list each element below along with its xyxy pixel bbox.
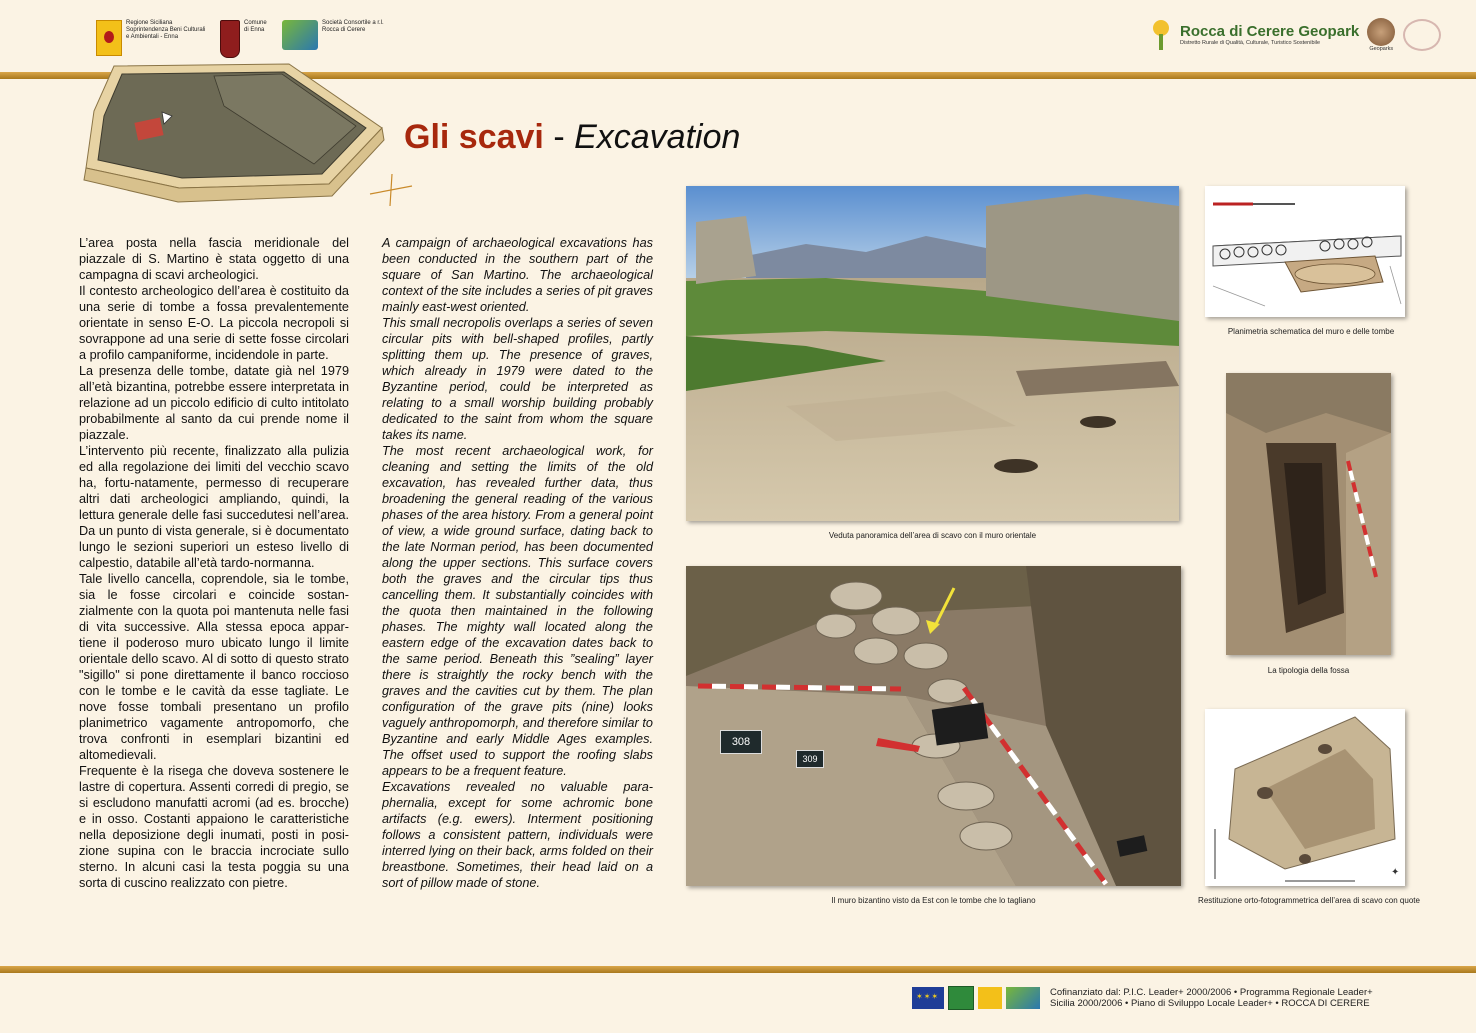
orthophoto-caption: Restituzione orto-fotogrammetrica dell’area di scavo con quote: [1198, 896, 1420, 905]
comune-enna-logo: [220, 20, 270, 58]
geoparks-label: Geoparks: [1369, 46, 1394, 52]
unesco-ring-icon: [1403, 19, 1441, 51]
italian-paragraph: L’area posta nella fascia meridionale del piazzale di S. Martino è stata oggetto di una campagna di scavi archeologici.: [79, 236, 349, 282]
page-title: [404, 118, 740, 157]
grave-pit-photo: [1226, 373, 1391, 655]
geoparks-globe-icon: [1367, 18, 1395, 46]
castle-plan-illustration: [74, 56, 419, 206]
byzantine-wall-caption: Il muro bizantino visto da Est con le tombe che lo tagliano: [831, 896, 1036, 905]
panoramic-photo: [686, 186, 1179, 521]
regione-siciliana-text: Regione Siciliana Soprintendenza Beni Culturali e Ambientali - Enna: [126, 20, 206, 40]
italian-paragraph: La presenza delle tombe, datate già nel 1979 all’età bizantina, potrebbe essere interpretata in relazione ad un piccolo edificio di culto intitolato probabilmente al santo da cui prende nome il piazzale.: [79, 364, 349, 442]
title-italian: Gli scavi: [404, 118, 544, 156]
rocca-cerere-icon: [282, 20, 318, 50]
english-paragraph: The most recent archaeological work, for cleaning and setting the limits of the old excavation, has revealed further data, thus broadening the general reading of the various phases of the area history. From a general point of view, a wide ground surface, dating back to the late Norman period, has been documented along the upper sections. This surface covers both the graves and the circular tips thus cancelling them. It substantially coincides with the quota then maintained in the following phases. The mighty wall located along the eastern edge of the excavation dates back to the same period. Beneath this ”sealing” layer there is straightly the rocky bench with the graves and the cavities cut by them. The plan configuration of the grave pits (nine) looks vaguely anthropomorph, and therefore similar to Byzantine and early Middle Ages examples. The offset used to support the roofing slabs appears to be a frequent feature.: [382, 444, 653, 778]
italian-text-column: [79, 235, 349, 891]
italian-paragraph: Il contesto archeologico dell’area è costituito da una serie di tombe a fossa prevalentemente orientate in senso E-O. La piccola necropoli si sovrappone ad una serie di sette fosse circolari a profilo campaniforme, incidendole in parte.: [79, 284, 349, 362]
byzantine-wall-photo: [686, 566, 1181, 886]
eu-flag-icon: [912, 987, 944, 1009]
footer-line-2: Sicilia 2000/2006 • Piano di Sviluppo Locale Leader+ • ROCCA DI CERERE: [1050, 998, 1370, 1009]
english-paragraph: Excavations revealed no valuable para-phernalia, except for some achromic bone artifacts (e.g. ewers). Interment positioning follows a consistent pattern, individuals were interred lying on their back, arms folded on their breastbone. Sometimes, their head laid on a sort of pillow made of stone.: [382, 780, 653, 890]
geopark-logos: [1150, 18, 1441, 52]
italian-paragraph: L’intervento più recente, finalizzato alla pulizia ed alla regolazione dei limiti del vecchio scavo ha, fortu-natamente, permesso di recuperare altri dati archeologici ampliando, quindi, la lettura generale delle fasi succedutesi nell’area. Da un punto di vista generale, si è documentato lungo le sezioni superiori un esteso livello di calpestio, databile all’età tardo-normanna.: [79, 444, 349, 570]
societa-consortile-logo: [282, 20, 392, 50]
title-english: Excavation: [574, 118, 741, 156]
sun-icon: [1150, 20, 1172, 50]
schematic-plan-drawing: [1205, 186, 1405, 317]
geopark-subtitle: Distretto Rurale di Qualità, Culturale, Turistico Sostenibile: [1180, 40, 1321, 46]
footer: [912, 986, 1373, 1010]
english-text-column: [382, 235, 653, 891]
grave-tag-309: 309: [796, 750, 824, 768]
english-paragraph: A campaign of archaeological excavations has been conducted in the southern part of the square of San Martino. The archaeological context of the site includes a series of pit graves mainly east-west oriented.: [382, 236, 653, 314]
bottom-band: [0, 966, 1476, 973]
schematic-plan-caption: Planimetria schematica del muro e delle tombe: [1227, 327, 1395, 336]
svg-text:✦: ✦: [1391, 867, 1400, 878]
regione-siciliana-icon: [978, 987, 1002, 1009]
enna-crest-icon: [220, 20, 240, 58]
footer-funding-text: [1050, 987, 1373, 1009]
italian-paragraph: Tale livello cancella, coprendole, sia le tombe, sia le fosse circolari e coincide sostan-zialmente con la quota poi mantenuta nelle fasi di vita successive. Alla stessa epoca appar-tiene il poderoso muro ubicato lungo il limite orientale dello scavo. Al di sotto di questo strato "sigillo" si pone direttamente il banco roccioso con le tombe e le cavità da esse tagliate. Le nove fosse tombali presentano un profilo planimetrico vagamente antropomorfo, che trova confronti in esemplari bizantini ed altomedievali.: [79, 572, 349, 762]
societa-consortile-text: Società Consortile a r.l. Rocca di Cerere: [322, 20, 384, 33]
grave-pit-caption: La tipologia della fossa: [1267, 666, 1350, 675]
italian-paragraph: Frequente è la risega che doveva sostenere le lastre di copertura. Assenti corredi di pregio, se si escludono manufatti acromi (ad es. brocche) e in osso. Costanti appaiono le caratteristiche nella deposizione degli inumati, posti in posi-zione supina con le braccia incrociate sullo sterno. In alcuni casi la testa poggia su una sorta di cuscino realizzato con pietre.: [79, 764, 349, 890]
comune-enna-text: Comune di Enna: [244, 20, 267, 33]
footer-line-1: Cofinanziato dal: P.I.C. Leader+ 2000/2006 • Programma Regionale Leader+: [1050, 987, 1373, 998]
english-paragraph: This small necropolis overlaps a series of seven circular pits with bell-shaped profiles, partly splitting them up. The presence of graves, which already in 1979 were dated to the Byzantine period, could be interpreted as relating to a small worship building probably dedicated to the saint from whom the square takes its name.: [382, 316, 653, 442]
regione-siciliana-logo: [96, 20, 208, 56]
leader-plus-icon: [948, 986, 974, 1010]
grave-tag-308: 308: [720, 730, 762, 754]
geopark-title: Rocca di Cerere Geopark: [1180, 23, 1360, 40]
title-separator: -: [543, 118, 575, 156]
trinacria-icon: [96, 20, 122, 56]
rocca-cerere-footer-icon: [1006, 987, 1040, 1009]
panoramic-caption: Veduta panoramica dell’area di scavo con il muro orientale: [828, 531, 1037, 540]
orthophoto-plan: [1205, 709, 1405, 886]
